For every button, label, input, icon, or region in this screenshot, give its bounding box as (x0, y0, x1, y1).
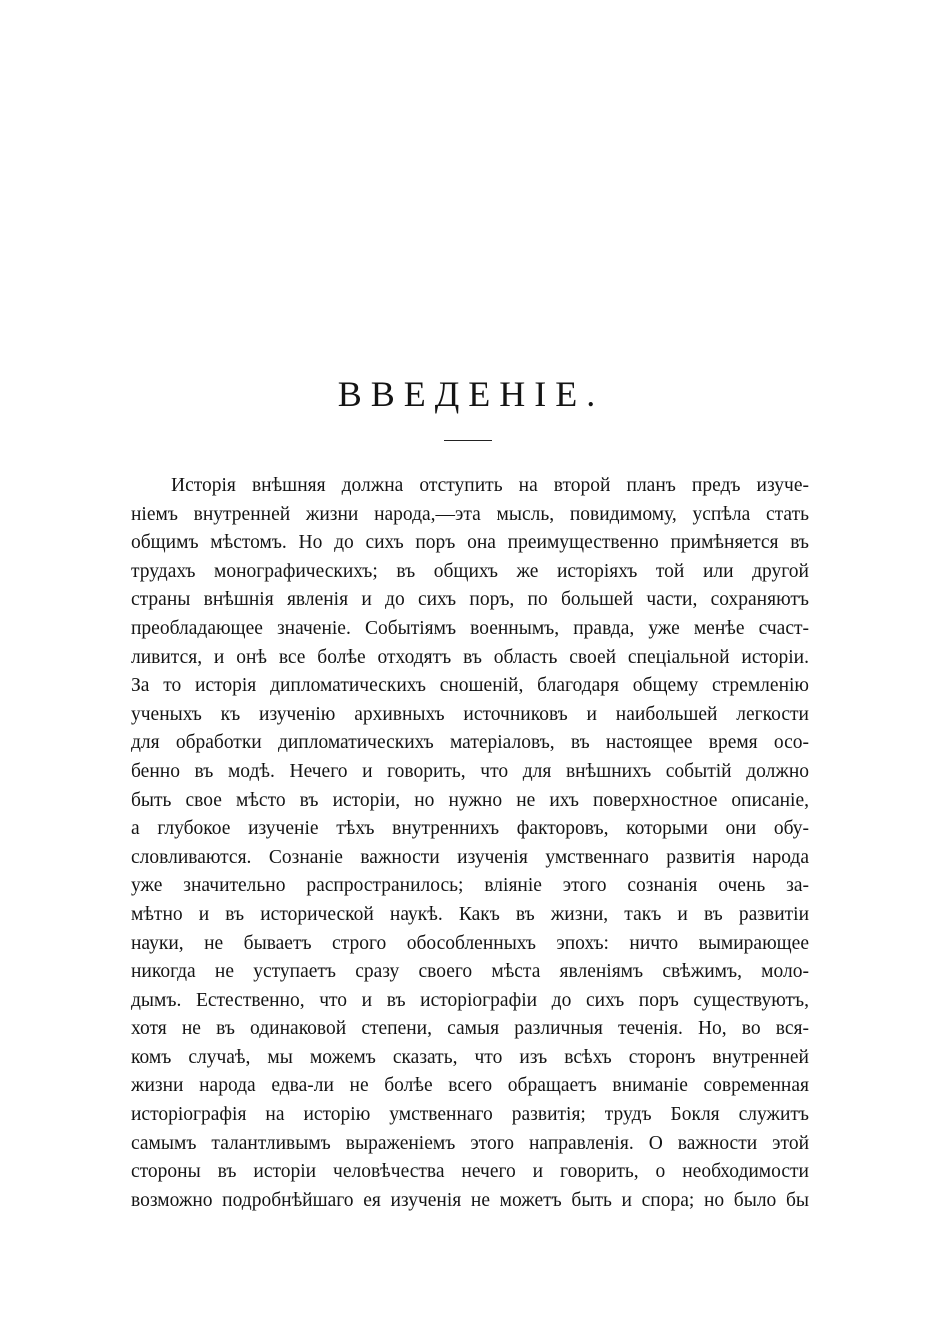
text-line: для обработки дипломатическихъ матеріаловъ, въ настоящее время осо- (131, 732, 809, 754)
text-line: общимъ мѣстомъ. Но до сихъ поръ она преимущественно примѣняется въ (131, 532, 809, 554)
text-line: науки, не бываетъ строго обособленныхъ эпохъ: ничто вымирающее (131, 932, 809, 954)
text-line: жизни народа едва-ли не болѣе всего обращаетъ вниманіе современная (131, 1075, 809, 1097)
body-paragraph (131, 472, 809, 1215)
text-line: возможно подробнѣйшаго ея изученія не можетъ быть и спора; но было бы (131, 1189, 809, 1211)
text-line: быть свое мѣсто въ исторіи, но нужно не ихъ поверхностное описаніе, (131, 789, 809, 811)
title-divider (444, 440, 492, 441)
text-line: комъ случаѣ, мы можемъ сказать, что изъ всѣхъ сторонъ внутренней (131, 1046, 809, 1068)
text-line: преобладающее значеніе. Событіямъ военнымъ, правда, уже менѣе счаст- (131, 617, 809, 639)
text-line: Исторія внѣшняя должна отступить на второй планъ предъ изуче- (171, 475, 809, 496)
text-line: уже значительно распространилось; вліяніе этого сознанія очень за- (131, 875, 809, 897)
text-line: а глубокое изученіе тѣхъ внутреннихъ факторовъ, которыми они обу- (131, 818, 809, 840)
text-line: трудахъ монографическихъ; въ общихъ же исторіяхъ той или другой (131, 560, 809, 582)
text-line: самымъ талантливымъ выраженіемъ этого направленія. О важности этой (131, 1132, 809, 1154)
text-line: мѣтно и въ исторической наукѣ. Какъ въ жизни, такъ и въ развитіи (131, 903, 809, 925)
text-line: За то исторія дипломатическихъ сношеній, благодаря общему стремленію (131, 675, 809, 697)
text-line: бенно въ модѣ. Нечего и говорить, что для внѣшнихъ событій должно (131, 760, 809, 782)
text-line: стороны въ исторіи человѣчества нечего и говорить, о необходимости (131, 1161, 809, 1183)
text-line: хотя не въ одинаковой степени, самыя различныя теченія. Но, во вся- (131, 1018, 809, 1040)
text-line: дымъ. Естественно, что и въ исторіографіи до сихъ поръ существуютъ, (131, 989, 809, 1011)
text-line: ученыхъ къ изученію архивныхъ источниковъ и наибольшей легкости (131, 703, 809, 725)
text-line: словливаются. Сознаніе важности изученія умственнаго развитія народа (131, 846, 809, 868)
text-line: исторіографія на исторію умственнаго развитія; трудъ Бокля служитъ (131, 1104, 809, 1126)
text-line: никогда не уступаетъ сразу своего мѣста явленіямъ свѣжимъ, моло- (131, 961, 809, 983)
text-line: ніемъ внутренней жизни народа,—эта мысль, повидимому, успѣла стать (131, 503, 809, 525)
text-line: страны внѣшнія явленія и до сихъ поръ, по большей части, сохраняютъ (131, 589, 809, 611)
chapter-title: ВВЕДЕНІЕ. (337, 374, 605, 414)
text-line: ливится, и онѣ все болѣе отходятъ въ область своей спеціальной исторіи. (131, 646, 809, 668)
